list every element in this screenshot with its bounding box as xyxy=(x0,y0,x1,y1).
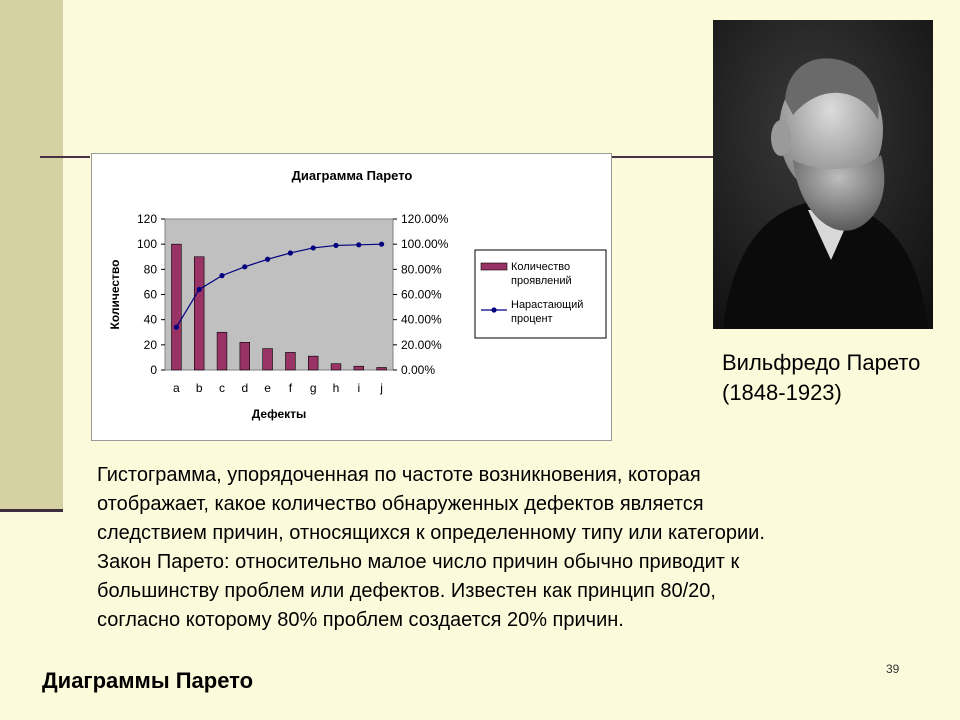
side-band xyxy=(0,0,63,510)
chart-title: Диаграмма Парето xyxy=(291,168,413,183)
y-tick-label: 80 xyxy=(143,262,157,277)
y2-tick-label: 120.00% xyxy=(401,212,449,226)
y2-tick-label: 40.00% xyxy=(401,312,442,327)
line-point xyxy=(174,325,179,330)
y2-tick-label: 80.00% xyxy=(401,262,442,277)
y-tick-label: 120 xyxy=(136,212,157,226)
y2-tick-label: 100.00% xyxy=(401,237,449,252)
x-axis-label: Дефекты xyxy=(251,407,307,421)
page-number: 39 xyxy=(886,662,900,676)
x-tick-label: h xyxy=(332,381,340,395)
line-point xyxy=(311,245,316,250)
pareto-chart xyxy=(91,153,612,441)
body-line: следствием причин, относящихся к определенному типу или категории. xyxy=(97,522,765,544)
y-tick-label: 100 xyxy=(136,237,157,252)
legend-label-bars: Количество xyxy=(511,261,571,273)
line-point xyxy=(333,243,338,248)
y2-tick-label: 60.00% xyxy=(401,287,442,302)
line-point xyxy=(197,287,202,292)
legend-label-bars: проявлений xyxy=(511,275,572,287)
bar xyxy=(285,352,295,370)
x-tick-label: f xyxy=(288,381,293,395)
body-line: большинству проблем или дефектов. Известен как принцип 80/20, xyxy=(97,580,716,602)
slide-title: Диаграммы Парето xyxy=(42,668,254,693)
x-tick-label: a xyxy=(173,381,180,395)
x-tick-label: j xyxy=(380,381,383,395)
x-tick-label: i xyxy=(357,381,361,395)
caption-years: (1848-1923) xyxy=(722,380,842,405)
body-line: согласно которому 80% проблем создается 20% причин. xyxy=(97,609,624,631)
line-point xyxy=(379,242,384,247)
x-tick-label: e xyxy=(264,381,271,395)
caption-name: Вильфредо Парето xyxy=(722,350,921,375)
bar xyxy=(308,356,318,370)
x-tick-label: g xyxy=(309,381,317,395)
body-line: Закон Парето: относительно малое число причин обычно приводит к xyxy=(97,551,740,573)
y-axis-label: Количество xyxy=(108,259,122,330)
bar xyxy=(171,244,181,370)
bar xyxy=(331,364,341,370)
portrait-image xyxy=(713,20,933,329)
bar xyxy=(377,367,387,370)
legend-line-marker xyxy=(491,307,496,312)
side-divider xyxy=(0,509,63,512)
body-text xyxy=(97,461,877,635)
bar xyxy=(263,349,273,370)
body-line: Гистограмма, упорядоченная по частоте возникновения, которая xyxy=(97,464,701,486)
x-tick-label: b xyxy=(195,381,203,395)
legend-bar-swatch xyxy=(481,263,507,270)
line-point xyxy=(356,242,361,247)
bar xyxy=(217,332,227,370)
legend-label-line: Нарастающий xyxy=(511,299,584,311)
y-tick-label: 40 xyxy=(143,312,157,327)
line-point xyxy=(242,264,247,269)
bar xyxy=(194,257,204,370)
y-tick-label: 20 xyxy=(143,337,157,352)
bar xyxy=(354,366,364,370)
bar xyxy=(240,342,250,370)
legend-label-line: процент xyxy=(511,313,553,325)
portrait-photo xyxy=(713,20,933,329)
x-tick-label: c xyxy=(219,381,225,395)
y-tick-label: 60 xyxy=(143,287,157,302)
line-point xyxy=(288,250,293,255)
x-tick-label: d xyxy=(241,381,249,395)
pareto-chart-svg xyxy=(92,154,611,440)
line-point xyxy=(219,273,224,278)
body-line: отображает, какое количество обнаруженных дефектов является xyxy=(97,493,704,515)
line-point xyxy=(265,257,270,262)
header-rule-right xyxy=(612,156,714,158)
y-tick-label: 0 xyxy=(150,363,157,377)
header-rule-left xyxy=(40,156,90,158)
y2-tick-label: 20.00% xyxy=(401,337,442,352)
y2-tick-label: 0.00% xyxy=(401,363,436,377)
portrait-caption xyxy=(722,348,920,408)
